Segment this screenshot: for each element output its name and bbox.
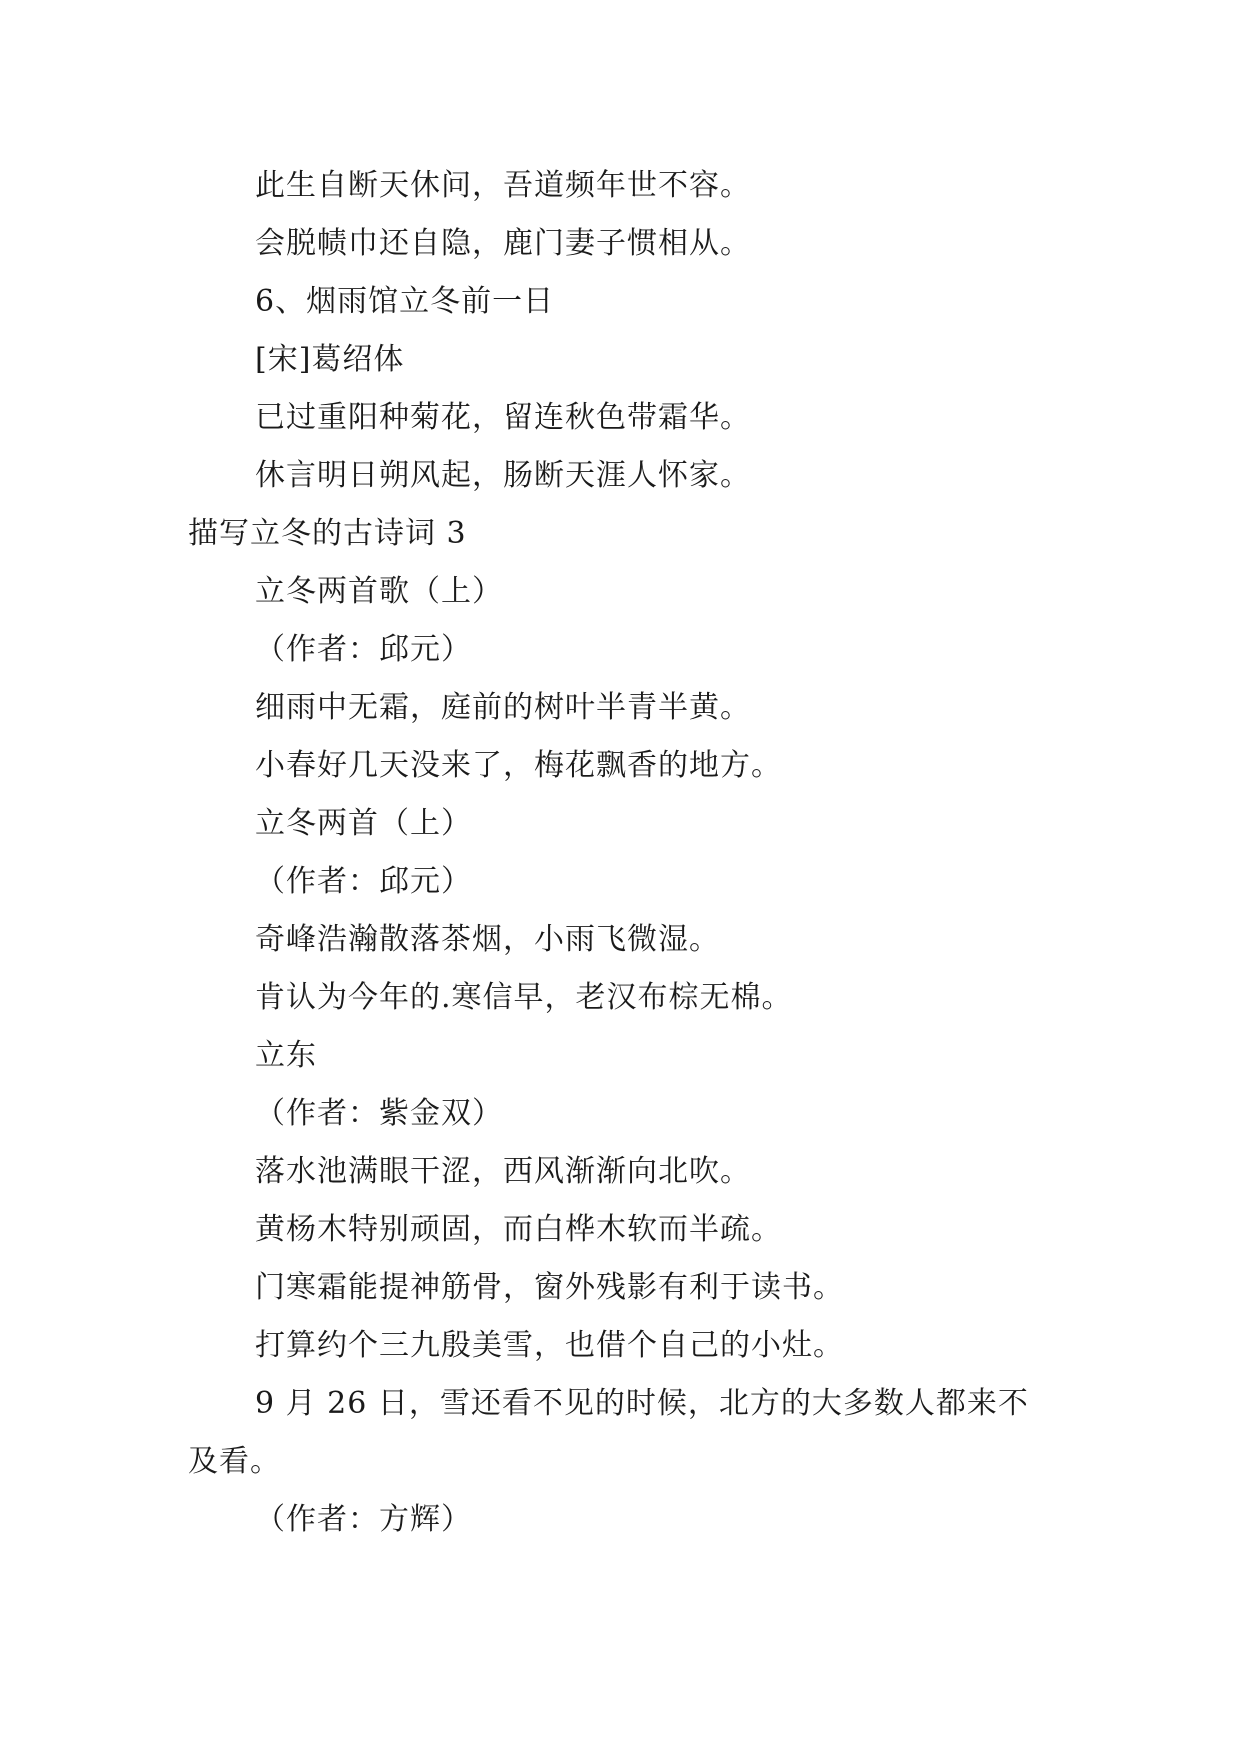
poem-line: 会脱帻巾还自隐，鹿门妻子惯相从。 (255, 226, 751, 261)
paragraph-line: 9 月 26 日，雪还看不见的时候，北方的大多数人都来不 (255, 1386, 1029, 1421)
poem-title: 立东 (255, 1038, 317, 1073)
poem-author: （作者：方辉） (255, 1502, 472, 1537)
section-heading: 描写立冬的古诗词 3 (188, 516, 467, 551)
paragraph-line: 及看。 (188, 1444, 281, 1479)
poem-author: [宋]葛绍体 (255, 342, 405, 377)
poem-title: 立冬两首歌（上） (255, 574, 503, 609)
poem-author: （作者：邱元） (255, 864, 472, 899)
poem-line: 此生自断天休问，吾道频年世不容。 (255, 168, 751, 203)
poem-line: 落水池满眼干涩，西风渐渐向北吹。 (255, 1154, 751, 1189)
poem-author: （作者：紫金双） (255, 1096, 503, 1131)
poem-line: 奇峰浩瀚散落茶烟，小雨飞微湿。 (255, 922, 720, 957)
poem-line: 打算约个三九殷美雪，也借个自己的小灶。 (255, 1328, 844, 1363)
poem-line: 已过重阳种菊花，留连秋色带霜华。 (255, 400, 751, 435)
poem-line: 细雨中无霜，庭前的树叶半青半黄。 (255, 690, 751, 725)
poem-line: 肯认为今年的.寒信早，老汉布棕无棉。 (255, 980, 793, 1015)
poem-line: 门寒霜能提神筋骨，窗外残影有利于读书。 (255, 1270, 844, 1305)
poem-line: 黄杨木特别顽固，而白桦木软而半疏。 (255, 1212, 782, 1247)
poem-author: （作者：邱元） (255, 632, 472, 667)
poem-title: 6、烟雨馆立冬前一日 (255, 284, 555, 319)
poem-line: 小春好几天没来了，梅花飘香的地方。 (255, 748, 782, 783)
poem-title: 立冬两首（上） (255, 806, 472, 841)
poem-line: 休言明日朔风起，肠断天涯人怀家。 (255, 458, 751, 493)
